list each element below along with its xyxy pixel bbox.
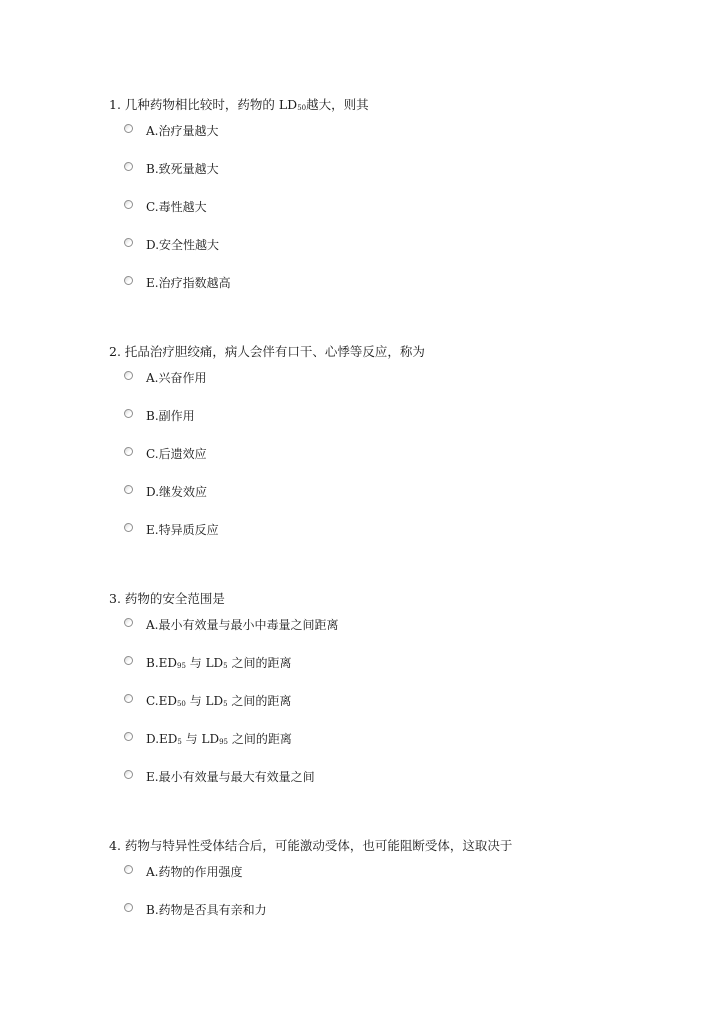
option-label: D.继发效应: [146, 485, 208, 499]
label-subscript: 95: [219, 738, 229, 746]
radio-button[interactable]: [124, 903, 133, 912]
option-label: C.后遗效应: [146, 447, 207, 461]
radio-button[interactable]: [124, 371, 133, 380]
label-text: 与 LD: [185, 656, 224, 670]
option-b[interactable]: [109, 903, 709, 941]
question-stem: [109, 97, 709, 113]
option-label: B.副作用: [146, 409, 195, 423]
radio-button[interactable]: [124, 865, 133, 874]
question-stem: 2. 托品治疗胆绞痛，病人会伴有口干、心悸等反应，称为: [109, 344, 425, 359]
radio-button[interactable]: [124, 523, 133, 532]
option-d[interactable]: [109, 732, 709, 770]
option-e[interactable]: [109, 523, 709, 561]
option-c[interactable]: [109, 200, 709, 238]
label-text: 之间的距离: [227, 656, 292, 670]
radio-button[interactable]: [124, 447, 133, 456]
radio-button[interactable]: [124, 409, 133, 418]
option-a[interactable]: [109, 371, 709, 409]
label-text: 之间的距离: [228, 732, 292, 746]
options-list: [109, 865, 709, 941]
label-text: 与 LD: [181, 732, 220, 746]
option-label: E.治疗指数越高: [146, 276, 231, 290]
radio-button[interactable]: [124, 162, 133, 171]
option-a[interactable]: [109, 618, 709, 656]
label-text: 之间的距离: [227, 694, 292, 708]
option-label: E.特异质反应: [146, 523, 219, 537]
radio-button[interactable]: [124, 124, 133, 133]
question-4: [109, 838, 709, 941]
radio-button[interactable]: [124, 732, 133, 741]
label-text: B.ED: [146, 656, 178, 670]
options-list: [109, 618, 709, 808]
option-a[interactable]: [109, 865, 709, 903]
stem-text: 1. 几种药物相比较时，药物的 LD: [109, 97, 298, 112]
option-label: A.兴奋作用: [146, 371, 207, 385]
option-label: [146, 656, 291, 670]
radio-button[interactable]: [124, 485, 133, 494]
option-label: [146, 694, 291, 708]
label-subscript: 50: [176, 700, 186, 708]
label-subscript: 5: [177, 738, 182, 746]
option-c[interactable]: [109, 447, 709, 485]
radio-button[interactable]: [124, 770, 133, 779]
option-c[interactable]: [109, 694, 709, 732]
question-stem: 4. 药物与特异性受体结合后，可能激动受体，也可能阻断受体，这取决于: [109, 838, 513, 853]
label-subscript: 95: [177, 662, 186, 670]
radio-button[interactable]: [124, 238, 133, 247]
question-1: [109, 97, 709, 314]
option-label: D.安全性越大: [146, 238, 220, 252]
option-label: [146, 732, 292, 746]
option-a[interactable]: [109, 124, 709, 162]
label-text: C.ED: [146, 694, 177, 708]
radio-button[interactable]: [124, 618, 133, 627]
label-subscript: 5: [223, 700, 228, 708]
label-text: 与 LD: [185, 694, 224, 708]
option-label: C.毒性越大: [146, 200, 207, 214]
label-text: D.ED: [146, 732, 178, 746]
option-label: A.最小有效量与最小中毒量之间距离: [146, 618, 339, 632]
option-d[interactable]: [109, 238, 709, 276]
question-2: [109, 344, 709, 561]
option-e[interactable]: [109, 770, 709, 808]
option-e[interactable]: [109, 276, 709, 314]
radio-button[interactable]: [124, 200, 133, 209]
options-list: [109, 124, 709, 314]
option-b[interactable]: [109, 162, 709, 200]
option-label: B.药物是否具有亲和力: [146, 903, 267, 917]
question-stem: 3. 药物的安全范围是: [109, 591, 225, 606]
stem-text: 越大，则其: [306, 97, 369, 112]
option-d[interactable]: [109, 485, 709, 523]
radio-button[interactable]: [124, 276, 133, 285]
option-label: A.治疗量越大: [146, 124, 219, 138]
option-label: E.最小有效量与最大有效量之间: [146, 770, 315, 784]
label-subscript: 5: [223, 662, 228, 670]
stem-subscript: 50: [297, 104, 307, 112]
radio-button[interactable]: [124, 694, 133, 703]
option-b[interactable]: [109, 409, 709, 447]
radio-button[interactable]: [124, 656, 133, 665]
option-label: B.致死量越大: [146, 162, 219, 176]
options-list: [109, 371, 709, 561]
question-3: [109, 591, 709, 808]
option-label: A.药物的作用强度: [146, 865, 243, 879]
option-b[interactable]: [109, 656, 709, 694]
